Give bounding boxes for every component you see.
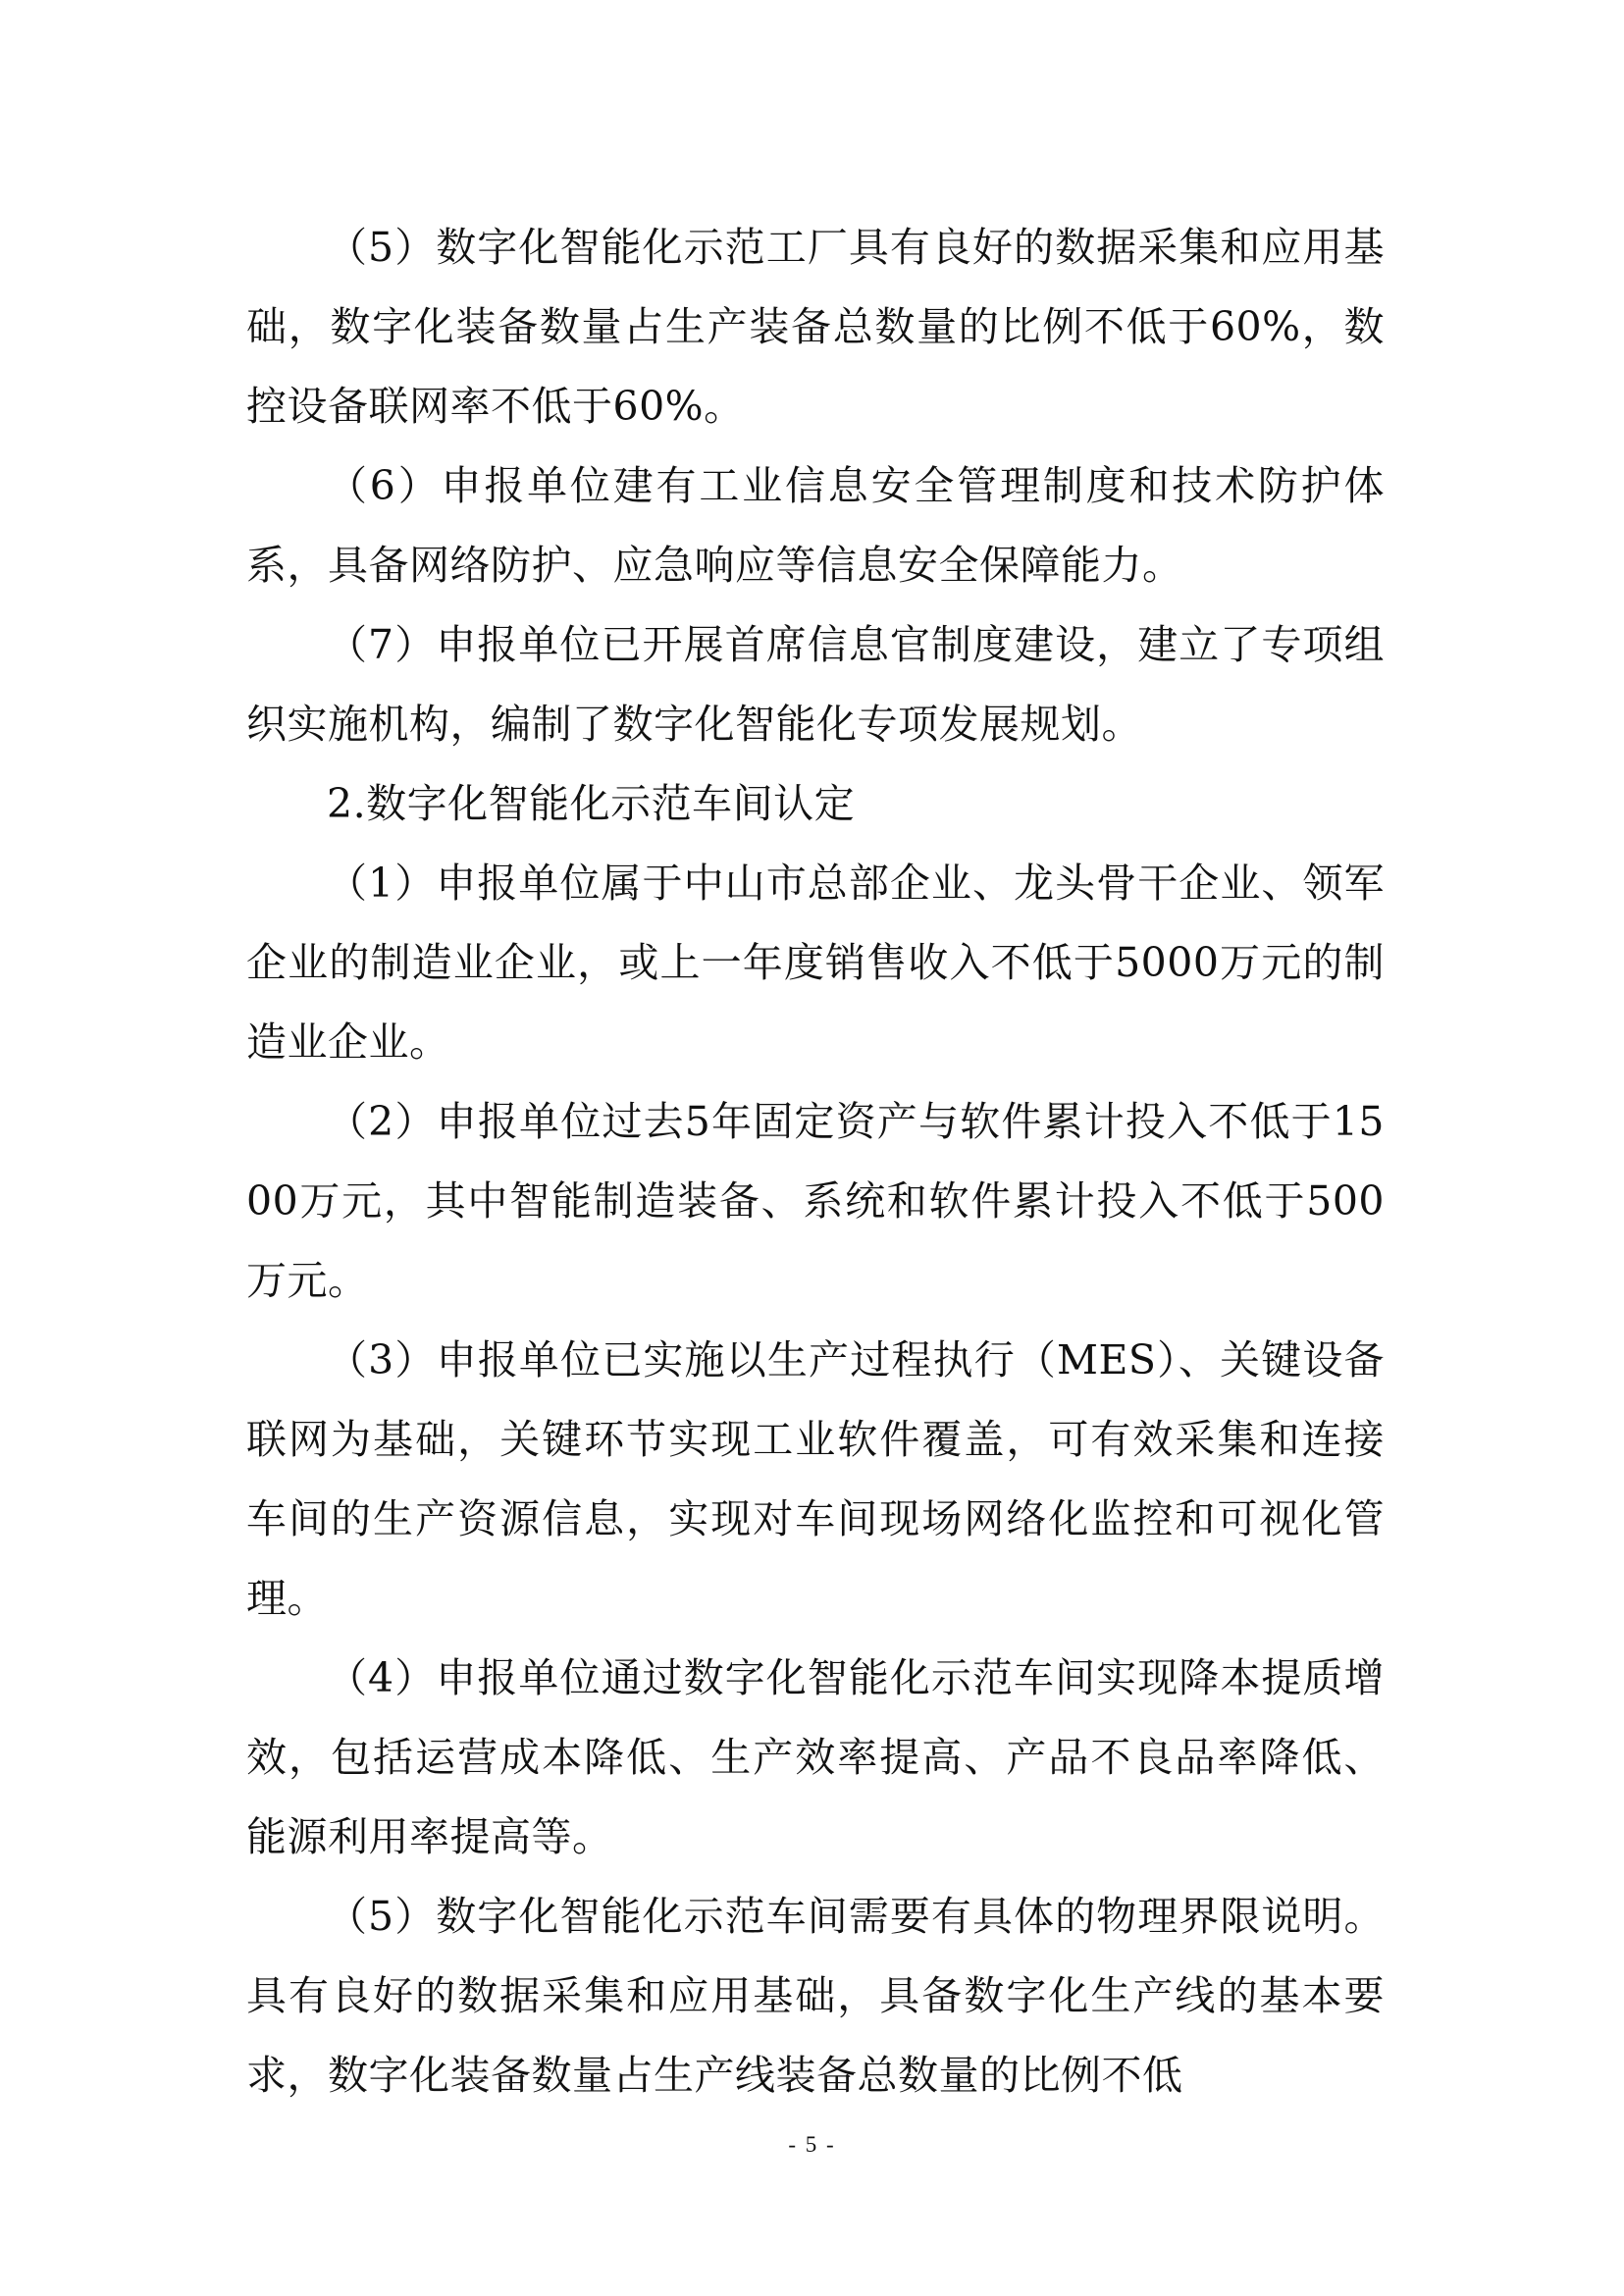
paragraph-workshop-1: （1）申报单位属于中山市总部企业、龙头骨干企业、领军企业的制造业企业，或上一年度销售收入不低于5000万元的制造业企业。 xyxy=(246,860,1385,1066)
paragraph-workshop-4: （4）申报单位通过数字化智能化示范车间实现降本提质增效，包括运营成本降低、生产效率提高、产品不良品率降低、能源利用率提高等。 xyxy=(246,1654,1385,1860)
page-number: - 5 - xyxy=(788,2132,836,2157)
section-heading-workshop: 2.数字化智能化示范车间认定 xyxy=(327,780,856,827)
paragraph-workshop-5: （5）数字化智能化示范车间需要有具体的物理界限说明。具有良好的数据采集和应用基础，具备数字化生产线的基本要求，数字化装备数量占生产线装备总数量的比例不低 xyxy=(246,1893,1385,2099)
paragraph-workshop-2: （2）申报单位过去5年固定资产与软件累计投入不低于1500万元，其中智能制造装备、系统和软件累计投入不低于500万元。 xyxy=(246,1098,1385,1304)
page-body xyxy=(246,208,1385,2115)
paragraph-factory-7: （7）申报单位已开展首席信息官制度建设，建立了专项组织实施机构，编制了数字化智能化专项发展规划。 xyxy=(246,621,1385,748)
paragraph-factory-5: （5）数字化智能化示范工厂具有良好的数据采集和应用基础，数字化装备数量占生产装备总数量的比例不低于60%，数控设备联网率不低于60%。 xyxy=(246,224,1385,430)
paragraph-factory-6: （6）申报单位建有工业信息安全管理制度和技术防护体系，具备网络防护、应急响应等信息安全保障能力。 xyxy=(246,462,1385,589)
paragraph-workshop-3: （3）申报单位已实施以生产过程执行（MES）、关键设备联网为基础，关键环节实现工业软件覆盖，可有效采集和连接车间的生产资源信息，实现对车间现场网络化监控和可视化管理。 xyxy=(246,1336,1385,1622)
